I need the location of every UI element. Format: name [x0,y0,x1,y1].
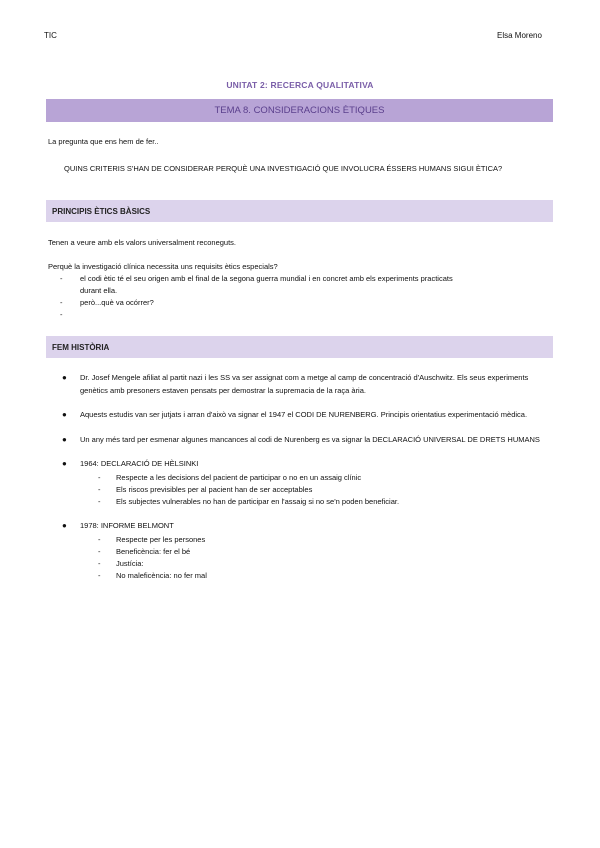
header-author: Elsa Moreno [497,31,542,40]
list-item: - Respecte a les decisions del pacient de participar o no en un assaig clínic [98,472,362,482]
bullet-dot-icon: ● [62,459,67,468]
bullet-human-rights: ● Un any més tard per esmenar algunes mancances al codi de Nurenberg es va signar la DECLARACIÓ UNIVERSAL DE DRETS HUMANS [60,434,550,447]
intro-text: La pregunta que ens hem de fer.. [48,137,159,146]
section-history-banner [46,336,553,358]
list-item: - Els riscos previsibles per al pacient han de ser acceptables [98,484,313,494]
history-bullet-list [60,372,550,594]
list-item-continued: durant ella. [80,286,118,295]
section-principles-title: PRINCIPIS ÈTICS BÀSICS [52,207,151,216]
unit-title: UNITAT 2: RECERCA QUALITATIVA [226,80,374,90]
list-item: - No maleficència: no fer mal [98,571,207,581]
list-item: - però...què va ocórrer? [60,298,154,307]
bullet-helsinki: ● 1964: DECLARACIÓ DE HÈLSINKI - Respecte a les decisions del pacient de participar o no en un assaig clínic - Els riscos previsibles per al pacient han de ser acceptables - Els subjectes vulnerables no han de participar en l'assaig si no se'n poden beneficiar. [60,458,550,508]
section-history-title: FEM HISTÒRIA [52,343,110,352]
topic-title: TEMA 8. CONSIDERACIONS ÈTIQUES [214,105,385,116]
belmont-sublist [80,534,550,583]
bullet-dot-icon: ● [62,521,67,531]
list-item: - Respecte per les persones [98,534,206,544]
bullet-belmont: ● 1978: INFORME BELMONT - Respecte per les persones - Beneficència: fer el bé - Justícia: - No maleficència: no fer mal [60,520,550,582]
principles-paragraph-1: Tenen a veure amb els valors universalment reconeguts. [48,238,237,247]
section-principles-banner [46,200,553,222]
bullet-dot-icon: ● [62,373,67,382]
bullet-nuremberg-code: ● Aquests estudis van ser jutjats i arran d'això va signar el 1947 el CODI DE NURENBERG. Principis orientatius experimentació mèdica. [60,409,550,422]
bullet-dot-icon: ● [62,410,67,419]
principles-list: - el codi ètic té el seu origen amb el final de la segona guerra mundial i en concret amb els experiments practicats durant ella. - però...què va ocórrer? - [60,273,540,309]
header-left: TIC [44,31,57,40]
list-item: - Els subjectes vulnerables no han de participar en l'assaig si no se'n poden beneficiar. [98,496,400,506]
bullet-dot-icon: ● [62,434,67,444]
topic-banner [46,99,553,122]
list-item: - Justícia: [98,559,144,569]
bullet-mengele: ● Dr. Josef Mengele afiliat al partit nazi i les SS va ser assignat com a metge al camp de concentració d'Auschwitz. Els seus experiments genètics amb presoners estaven pensats per demostrar la supremacia de la raça ària. [62,373,529,395]
principles-paragraph-2: Perquè la investigació clínica necessita uns requisits ètics especials? [48,262,278,271]
list-item: - el codi ètic té el seu origen amb el final de la segona guerra mundial i en concret amb els experiments practicats [60,274,453,283]
helsinki-sublist [80,472,550,509]
key-question: QUINS CRITERIS S'HAN DE CONSIDERAR PERQUÈ UNA INVESTIGACIÓ QUE INVOLUCRA ÉSSERS HUMANS SIGUI ÈTICA? [64,164,503,173]
list-item: - Beneficència: fer el bé [98,546,191,556]
